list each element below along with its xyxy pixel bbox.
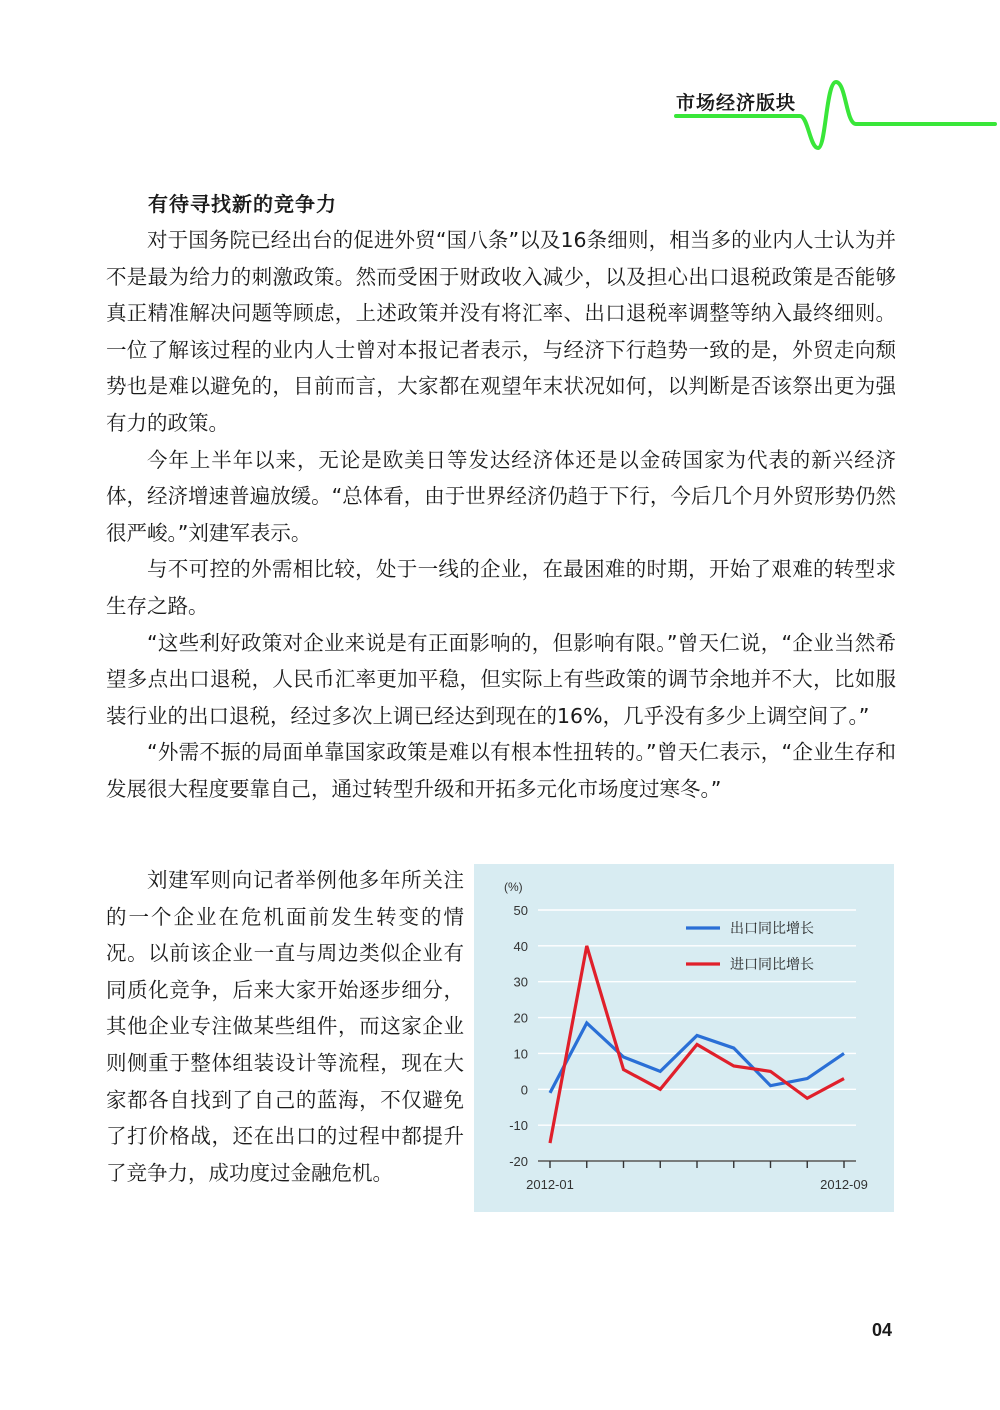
y-tick-label: 50 — [513, 903, 528, 918]
series-line — [550, 1023, 844, 1093]
article-body-wrapped — [106, 862, 464, 1191]
paragraph: “这些利好政策对企业来说是有正面影响的，但影响有限。”曾天仁说，“企业当然希望多点出口退税，人民币汇率更加平稳，但实际上有些政策的调节余地并不大，比如服装行业的出口退税，经过多次上调已经达到现在的16%，几乎没有多少上调空间了。” — [106, 630, 896, 728]
y-tick-label: -10 — [509, 1118, 528, 1134]
header-wave-decoration — [0, 0, 1000, 160]
legend-entry: 进口同比增长 — [730, 957, 814, 973]
article-body — [106, 222, 896, 808]
paragraph: 对于国务院已经出台的促进外贸“国八条”以及16条细则，相当多的业内人士认为并不是最为给力的刺激政策。然而受困于财政收入减少，以及担心出口退税政策是否能够真正精准解决问题等顾虑，上述政策并没有将汇率、出口退税率调整等纳入最终细则。一位了解该过程的业内人士曾对本报记者表示，与经济下行趋势一致的是，外贸走向颓势也是难以避免的，目前而言，大家都在观望年末状况如何，以判断是否该祭出更为强有力的政策。 — [106, 228, 896, 435]
y-tick-label: 20 — [513, 1010, 528, 1026]
paragraph: 今年上半年以来，无论是欧美日等发达经济体还是以金砖国家为代表的新兴经济体，经济增速普遍放缓。“总体看，由于世界经济仍趋于下行，今后几个月外贸形势仍然很严峻。”刘建军表示。 — [106, 447, 896, 545]
paragraph: 刘建军则向记者举例他多年所关注的一个企业在危机面前发生转变的情况。以前该企业一直与周边类似企业有同质化竞争，后来大家开始逐步细分，其他企业专注做某些组件，而这家企业则侧重于整体组装设计等流程，现在大家都各自找到了自己的蓝海，不仅避免了打价格战，还在出口的过程中都提升了竞争力，成功度过金融危机。 — [106, 868, 464, 1185]
paragraph: “外需不振的局面单靠国家政策是难以有根本性扭转的。”曾天仁表示，“企业生存和发展很大程度要靠自己，通过转型升级和开拓多元化市场度过寒冬。” — [106, 740, 896, 801]
y-tick-label: 30 — [513, 974, 528, 990]
x-tick-label: 2012-01 — [526, 1177, 574, 1192]
article-heading: 有待寻找新的竞争力 — [148, 192, 337, 216]
y-unit-label: (%) — [504, 880, 523, 894]
section-label: 市场经济版块 — [676, 92, 797, 114]
chart-plot — [474, 864, 894, 1212]
y-tick-label: 0 — [520, 1082, 528, 1098]
y-tick-label: -20 — [509, 1154, 528, 1169]
legend-entry: 出口同比增长 — [730, 921, 814, 937]
y-tick-label: 10 — [513, 1046, 528, 1062]
page-number: 04 — [872, 1320, 893, 1340]
paragraph: 与不可控的外需相比较，处于一线的企业，在最困难的时期，开始了艰难的转型求生存之路。 — [106, 557, 896, 618]
y-tick-label: 40 — [513, 938, 528, 954]
series-line — [550, 946, 844, 1143]
x-tick-label: 2012-09 — [820, 1177, 868, 1192]
trade-growth-chart — [474, 864, 894, 1212]
